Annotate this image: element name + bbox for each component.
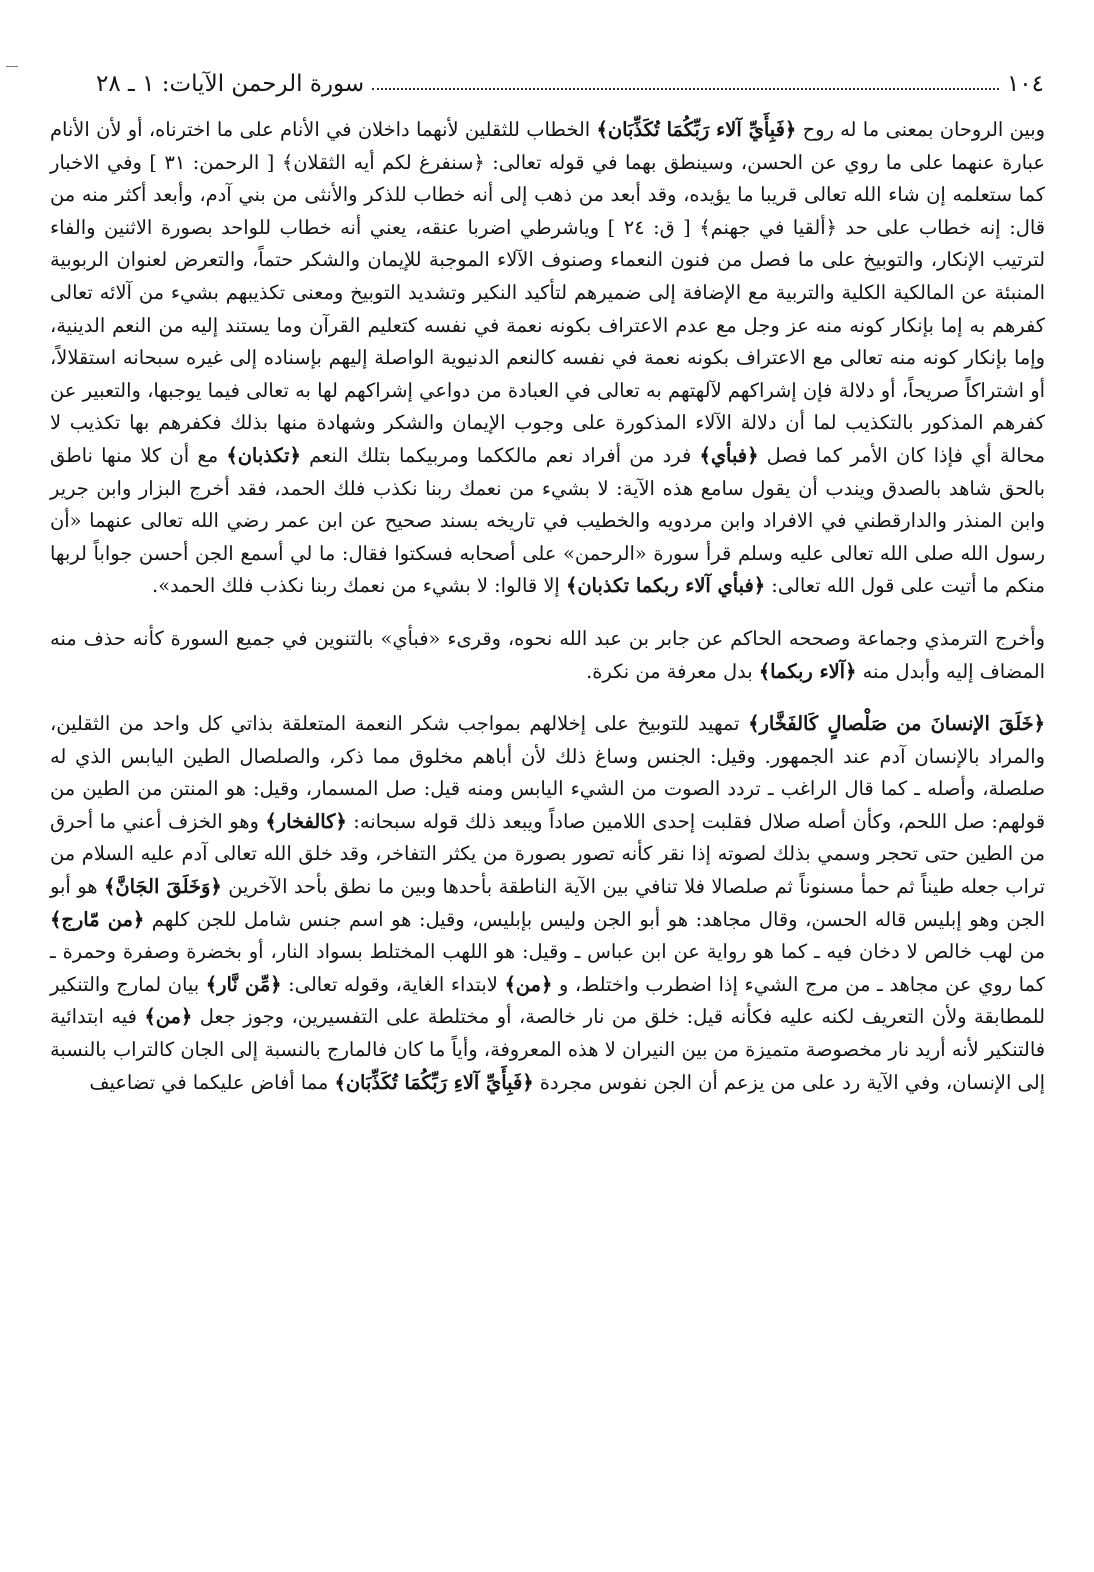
quran-verse-citation: ﴿آلاء ربكما﴾ <box>758 659 857 683</box>
quran-verse-citation: ﴿مِّن نَّار﴾ <box>205 972 282 996</box>
commentary-text: الخطاب للثقلين لأنهما داخلان في الأنام على ما اخترناه، أو لأن الأنام عبارة عنهما على ما روي عن الحسن، وسينطق بهما في قوله تعالى: <box>50 118 1045 174</box>
paragraph-gap <box>50 603 1045 623</box>
commentary-text: تمهيد للتوبيخ على إخلالهم بمواجب شكر النعمة المتعلقة بذاتي كل واحد من الثقلين، والمراد بالإنسان آدم عند الجمهور. وقيل: الجنس وساغ ذلك لأن أباهم مخلوق مما ذكر، والصلصال الطين اليابس الذي له صلصلة، وأصله ـ كما قال الراغب ـ تردد الصوت من الشيء اليابس ومنه قيل: صل المسمار، وقيل: هو المنتن من الطين من قولهم: صل اللحم، وكأن أصله صلال فقلبت إحدى اللامين صاداً ويبعد ذلك قوله سبحانه: <box>50 712 1045 833</box>
running-header <box>96 56 1044 100</box>
commentary-text: إلا قالوا: لا بشيء من نعمك ربنا نكذب فلك الحمد». <box>152 574 566 598</box>
commentary-text: وهو الخزف أعني ما أحرق من الطين حتى تحجر وسمي بذلك لصوته إذا نقر كأنه تصور بصورة من يكثر التفاخر، وقد خلق الله تعالى آدم عليه السلام من تراب جعله طيناً ثم حمأ مسنوناً ثم صلصالا فلا تنافي بين الآية الناطقة بأحدها وبين ما نطق بأحد الآخرين <box>50 809 1045 899</box>
quran-verse-citation: ﴿من﴾ <box>504 972 553 996</box>
running-title: سورة الرحمن الآيات: ١ ـ ٢٨ <box>96 71 365 97</box>
page-body <box>50 114 1045 1099</box>
commentary-text: بيان لمارج والتنكير للمطابقة ولأن التعريف لكنه عليه فكأنه قيل: خلق من نار خالصة، أو مختلطة على التفسيرين، وجوز جعل <box>50 972 1045 1029</box>
commentary-text: ﴿ألقيا في جهنم﴾ <box>699 215 838 239</box>
commentary-text: وأخرج الترمذي وجماعة وصححه الحاكم عن جابر بن عبد الله نحوه، وقرىء «فبأي» بالتنوين في جميع السورة كأنه حذف منه المضاف إليه وأبدل منه <box>50 626 1045 683</box>
quran-verse-citation: ﴿تكذبان﴾ <box>226 443 301 467</box>
quran-verse-citation: ﴿فَبِأَيِّ آلاء رَبِّكُمَا تُكَذِّبَان﴾ <box>596 118 797 141</box>
commentary-text: هو أبو الجن وهو إبليس قاله الحسن، وقال مجاهد: هو أبو الجن وليس بإبليس، وقيل: هو اسم جنس شامل للجن كلهم <box>50 875 1045 931</box>
commentary-text: بدل معرفة من نكرة. <box>586 659 759 683</box>
quran-verse-citation: ﴿فبأي آلاء ربكما تكذبان﴾ <box>565 574 766 598</box>
paragraph <box>50 708 1045 1099</box>
quran-verse-citation: ﴿وَخَلَقَ الجَانَّ﴾ <box>104 875 222 899</box>
commentary-text: مع أن كلا منها ناطق بالحق شاهد بالصدق ويندب أن يقول سامع هذه الآية: لا بشيء من نعمك ربنا نكذب فلك الحمد، فقد أخرج البزار وابن جرير وابن المنذر والدارقطني في الافراد وابن مردويه والخطيب في تاريخه بسند صحيح عن ابن عمر رضي الله تعالى عنهما «أن رسول الله صلى الله تعالى عليه وسلم قرأ سورة «الرحمن» على أصحابه فسكتوا فقال: ما لي أسمع الجن أحسن جواباً لربها منكم ما أتيت على قول الله تعالى: <box>50 443 1045 598</box>
quran-verse-citation: ﴿فَبِأَيِّ آلاءِ رَبِّكُمَا تُكَذِّبَان﴾ <box>334 1070 534 1094</box>
quran-verse-citation: ﴿من مّارج﴾ <box>50 907 145 931</box>
paragraph <box>50 114 1045 603</box>
page-number: ١٠٤ <box>1006 71 1044 97</box>
commentary-text: وبين الروحان بمعنى ما له روح <box>796 118 1045 141</box>
commentary-text: مما أفاض عليكما في تضاعيف <box>89 1070 335 1094</box>
commentary-text: [ ق: ٢٤ ] وياشرطي اضربا عنقه، يعني أنه خطاب للواحد بصورة الاثنين والفاء لترتيب الإنكار، والتوبيخ على ما فصل من فنون النعماء وصنوف الآلاء الموجبة للإيمان والشكر حتماً، والتعرض لعنوان الربوبية المنبئة عن المالكية الكلية والتربية مع الإضافة إلى ضميرهم لتأكيد النكير وتشديد التوبيخ ومعنى تكذيبهم بشيء من آلائه تعالى كفرهم به إما بإنكار كونه منه عز وجل مع عدم الاعتراف بكونه نعمة في نفسه كتعليم القرآن وما يستند إليه من النعم الدينية، وإما بإنكار كونه منه تعالى مع الاعتراف بكونه نعمة في نفسه كالنعم الدنيوية الواصلة إليهم بإسناده إلى غيره سبحانه استقلالاً، أو اشتراكاً صريحاً، أو دلالة فإن إشراكهم لآلهتهم به تعالى في العبادة من دواعي إشراكهم لها به تعالى فيما يوجبها، والتعبير عن كفرهم المذكور بالتكذيب لما أن دلالة الآلاء المذكورة على وجوب الإيمان والشكر وشهادة منها بذلك فكفرهم بها تكذيب لا محالة أي فإذا كان الأمر كما فصل <box>50 215 1046 467</box>
header-dot-leader <box>372 87 999 90</box>
quran-verse-citation: ﴿كالفخار﴾ <box>265 809 347 833</box>
commentary-text: لابتداء الغاية، وقوله تعالى: <box>281 972 505 996</box>
scan-edge-mark <box>6 66 18 67</box>
commentary-text: ﴿سنفرغ لكم أيه الثقلان﴾ <box>281 150 485 174</box>
quran-verse-citation: ﴿فبأي﴾ <box>699 443 759 467</box>
commentary-text: فيه ابتدائية فالتنكير لأنه أريد نار مخصوصة متميزة من بين النيران لا هذه المعروفة، وأياً ما كان فالمارج بالنسبة إلى الجان كالتراب بالنسبة إلى الإنسان، وفي الآية رد على من يزعم أن الجن نفوس مجردة <box>50 1005 1045 1094</box>
quran-verse-citation: ﴿من﴾ <box>144 1005 193 1029</box>
paragraph <box>50 623 1045 688</box>
commentary-text: [ الرحمن: ٣١ ] وفي الاخبار كما ستعلمه إن شاء الله تعالى قريبا ما يؤيده، وقد أبعد من ذهب إلى أنه خطاب للذكر والأنثى من بني آدم، وأبعد أكثر منه من قال: إنه خطاب على حد <box>50 150 1045 239</box>
commentary-text: فرد من أفراد نعم مالككما ومربيكما بتلك النعم <box>300 443 700 467</box>
paragraph-gap <box>50 688 1045 708</box>
commentary-text: من لهب خالص لا دخان فيه ـ كما هو رواية عن ابن عباس ـ وقيل: هو اللهب المختلط بسواد النار، أو بخضرة وصفرة وحمرة ـ كما روي عن مجاهد ـ من مرج الشيء إذا اضطرب واختلط، و <box>50 940 1045 996</box>
quran-verse-citation: ﴿خَلَقَ الإنسانَ من صَلْصالٍ كَالفَخَّار﴾ <box>748 712 1045 736</box>
